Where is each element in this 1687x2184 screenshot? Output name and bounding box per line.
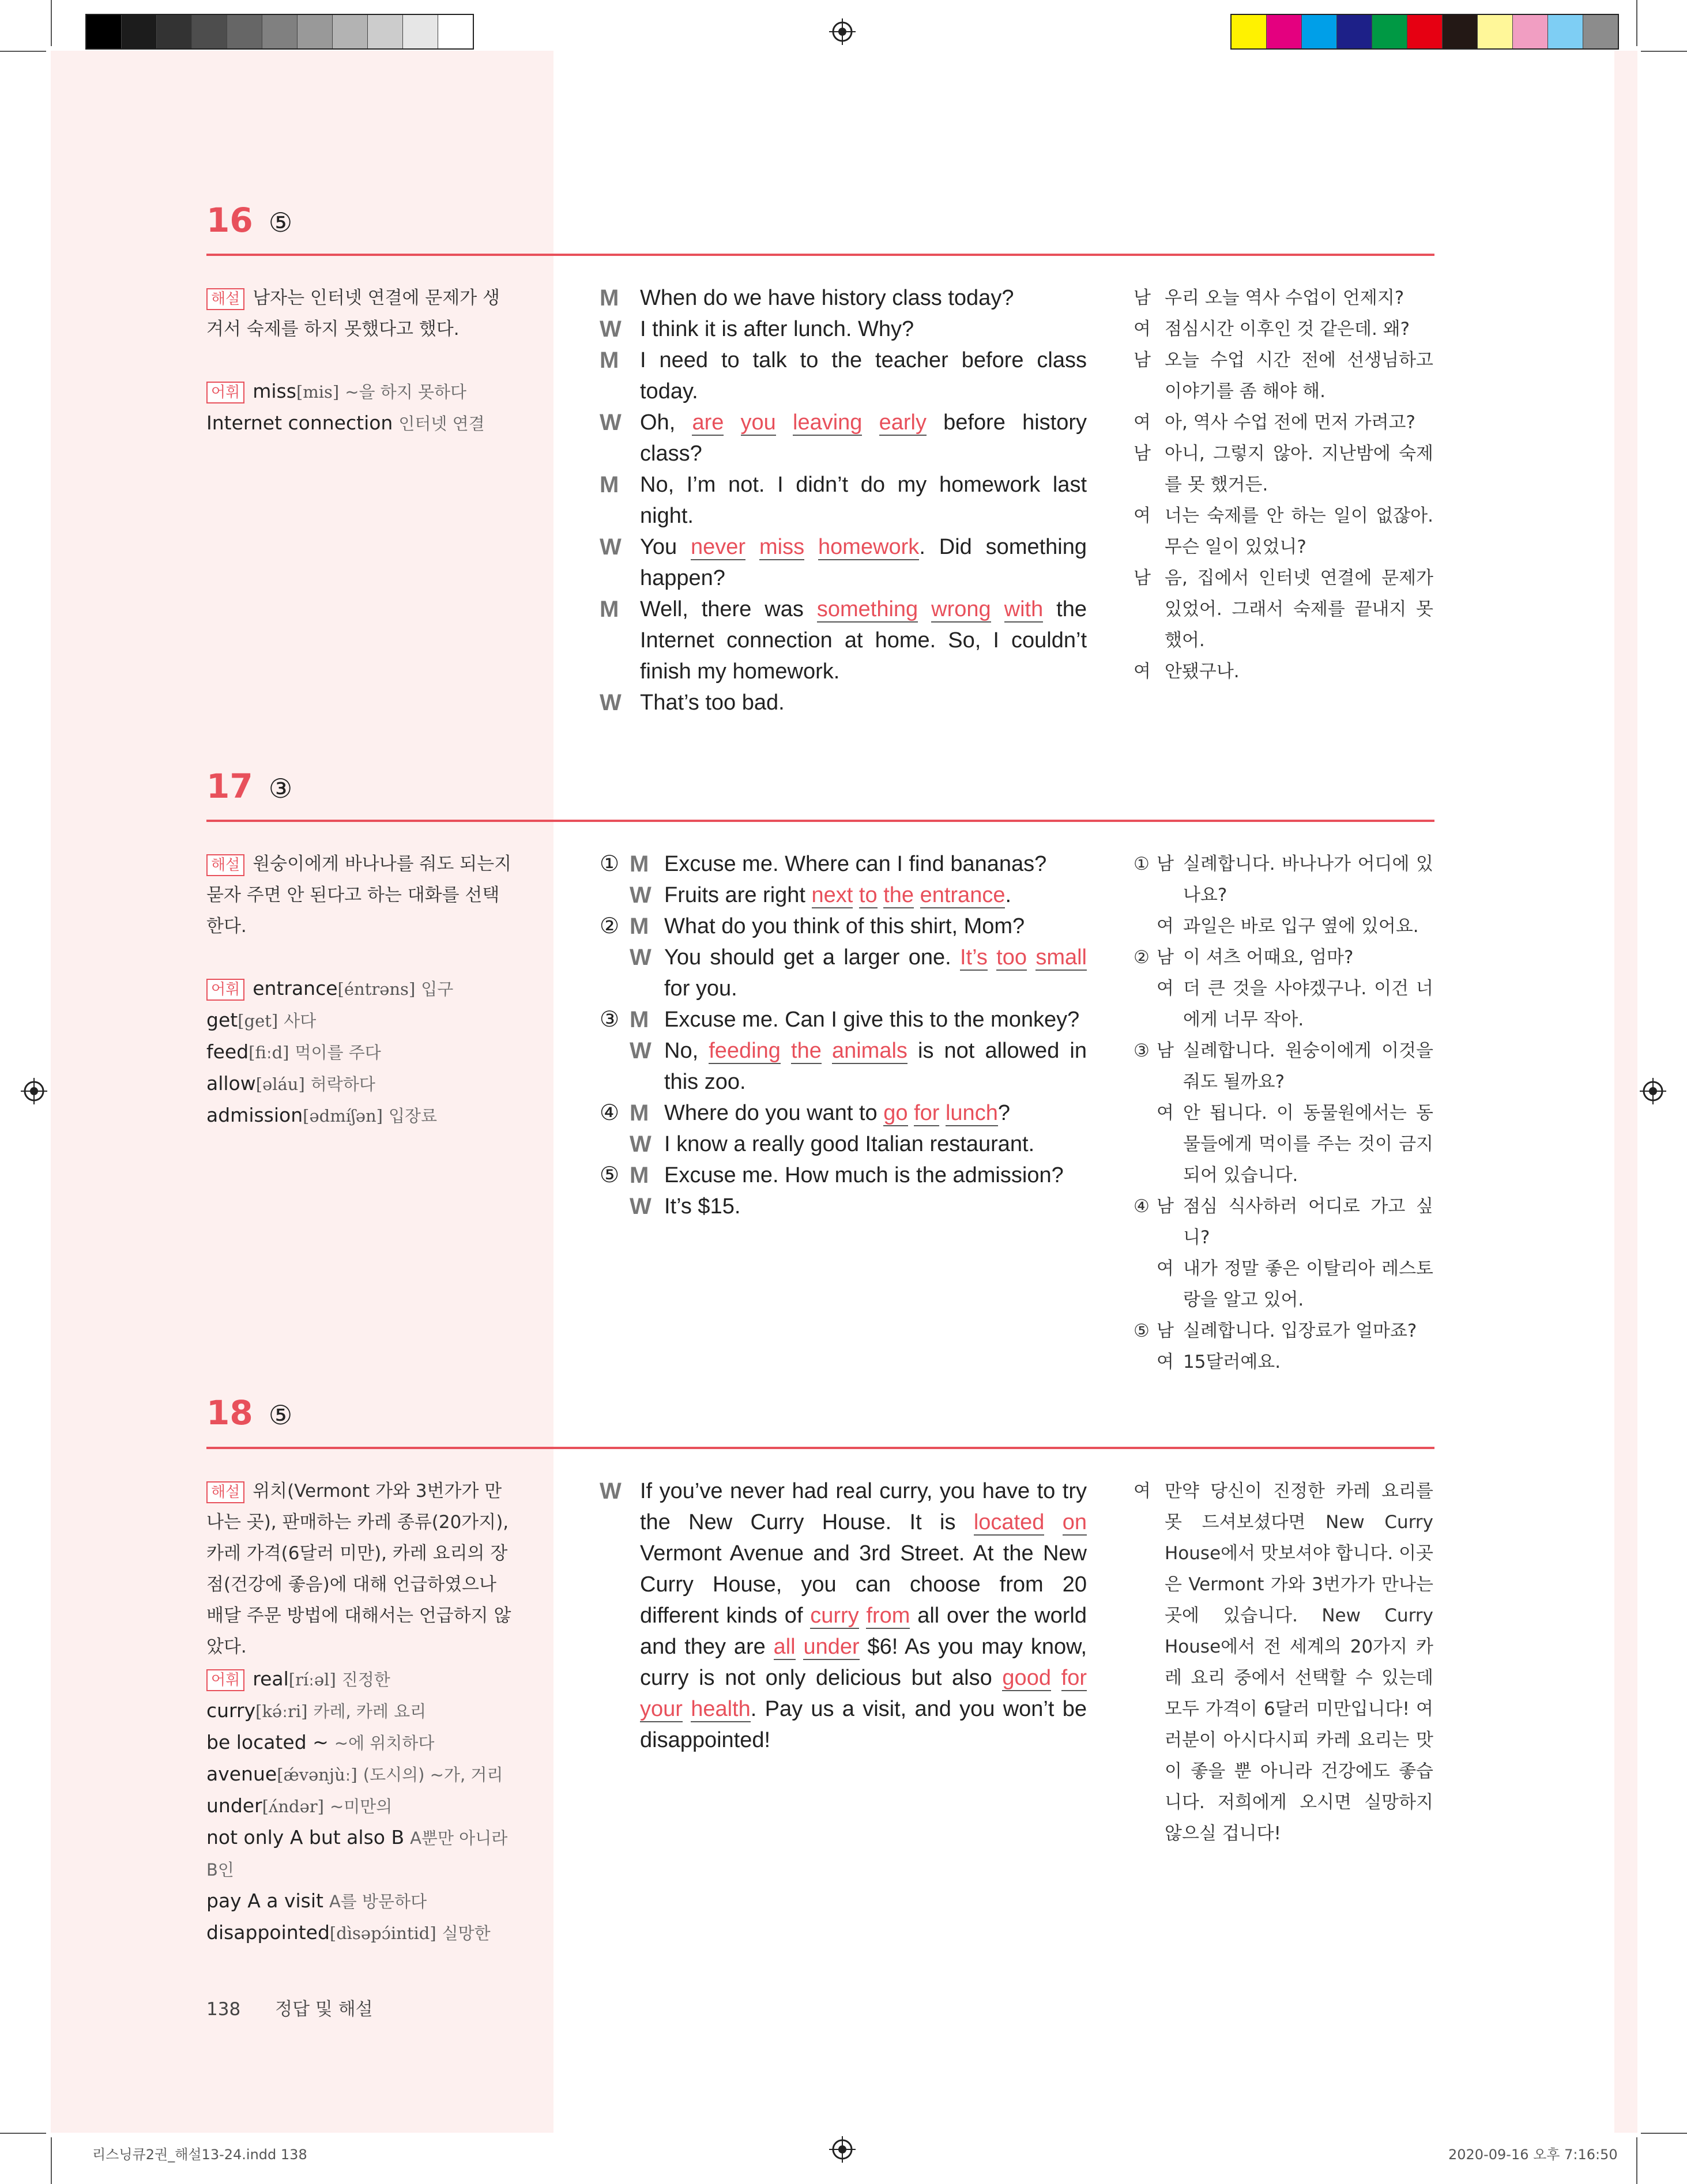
vocab-pronunciation: [mis] (296, 382, 340, 402)
translation-text: 안됐구나. (1165, 661, 1240, 682)
translation-line (1134, 345, 1433, 407)
gray-calibration-bar (85, 14, 474, 50)
speaker-tag: W (630, 945, 652, 970)
speaker-tag: W (600, 410, 622, 435)
translation-text: 15달러예요. (1183, 1352, 1281, 1372)
vocab-word: feed (206, 1040, 249, 1063)
speaker-tag: 여 (1134, 506, 1151, 526)
section-header (206, 201, 292, 240)
vocab-pronunciation: [ədmíʃən] (303, 1106, 383, 1126)
translation-text: 만약 당신이 진정한 카레 요리를 못 드셔보셨다면 New Curry House에서 맛보셔야 합니다. 이곳은 Vermont 가와 3번가가 만나는 곳에 있습니다. New Curry House에서 전 세계의 20가지 카레 요리 중에서 선택할 수 있는데 모두 가격이 6달러 미만입니다! 여러분이 아시다시피 카레 요리는 맛이 좋을 뿐 아니라 건강에도 좋습니다. 저희에게 오시면 실망하지 않으실 겁니다! (1165, 1481, 1433, 1844)
color-swatch (1513, 15, 1548, 48)
answer-blank: the (883, 883, 914, 907)
dialogue-script (600, 282, 1087, 718)
answer-blank: to (858, 883, 878, 907)
option-number: ⑤ (600, 1163, 620, 1187)
color-swatch (1583, 15, 1618, 48)
registration-mark-icon (21, 1078, 47, 1104)
vocab-word: be located ~ (206, 1731, 329, 1753)
explanation (206, 1476, 512, 1662)
translation-text: 실례합니다. 원숭이에게 이것을 줘도 될까요? (1183, 1040, 1433, 1092)
speaker-tag: 남 (1134, 288, 1151, 308)
vocab-word: miss (253, 380, 296, 402)
speaker-tag: 남 (1134, 443, 1151, 464)
answer-blank: for (914, 1101, 940, 1125)
translation (1134, 282, 1433, 687)
section-divider (206, 820, 1434, 822)
vocab-meaning: 먹이를 주다 (295, 1043, 381, 1062)
vocab-word: curry (206, 1699, 256, 1722)
section-number: 16 (206, 201, 253, 240)
answer-blank: you (740, 410, 776, 435)
vocab-item (206, 1727, 518, 1759)
translation-text: 아, 역사 수업 전에 먼저 가려고? (1165, 412, 1415, 433)
speaker-tag: M (600, 348, 619, 373)
option-number: ③ (1134, 1040, 1150, 1061)
dialogue-line: ⑤ M Excuse me. How much is the admission? (600, 1160, 1087, 1191)
translation-line (1134, 1253, 1433, 1315)
answer-blank: wrong (931, 597, 991, 621)
crop-mark (1641, 51, 1687, 52)
option-number: ① (1134, 854, 1150, 874)
speaker-tag: W (600, 534, 622, 560)
answer-blank: homework (818, 535, 920, 559)
speaker-tag: 남 (1134, 568, 1151, 589)
translation-text: 오늘 수업 시간 전에 선생님하고 이야기를 좀 해야 해. (1165, 350, 1433, 402)
color-swatch (368, 15, 403, 48)
translation-line (1134, 500, 1433, 563)
vocab-meaning: ~에 위치하다 (334, 1733, 435, 1753)
vocab-label: 어휘 (206, 1669, 244, 1691)
translation-text: 너는 숙제를 안 하는 일이 없잖아. 무슨 일이 있었니? (1165, 506, 1433, 557)
registration-mark-icon (829, 18, 856, 45)
vocab-item (206, 1664, 518, 1695)
answer-blank: animals (831, 1039, 907, 1063)
translation-text: 점심시간 이후인 것 같은데. 왜? (1165, 319, 1410, 340)
vocab-item (206, 1036, 518, 1068)
explanation-label: 해설 (206, 854, 244, 876)
speaker-tag: 여 (1157, 916, 1174, 937)
answer-blank: the (791, 1039, 822, 1063)
answer-blank: too (996, 945, 1027, 970)
answer-blank: feeding (709, 1039, 781, 1063)
speaker-tag: 남 (1157, 1321, 1174, 1341)
translation-text: 아니, 그렇지 않아. 지난밤에 숙제를 못 했거든. (1165, 443, 1433, 495)
vocab-meaning: 입장료 (389, 1106, 438, 1126)
answer-blank: your (640, 1697, 683, 1721)
speaker-tag: M (600, 285, 619, 311)
vocab-pronunciation: [ríːəl] (288, 1670, 336, 1689)
vocab-meaning: A를 방문하다 (329, 1892, 427, 1911)
translation-text: 실례합니다. 바나나가 어디에 있나요? (1183, 854, 1433, 906)
explanation-text: 원숭이에게 바나나를 줘도 되는지 묻자 주면 안 된다고 하는 대화를 선택한다. (206, 854, 512, 937)
vocab-word: disappointed (206, 1921, 330, 1944)
crop-mark (0, 51, 46, 52)
dialogue-script (600, 848, 1087, 1222)
translation-text: 이 셔츠 어때요, 엄마? (1183, 947, 1354, 968)
answer-blank: It’s (959, 945, 988, 970)
vocab-word: Internet connection (206, 412, 393, 434)
option-number: ① (600, 852, 620, 876)
section-divider (206, 254, 1434, 256)
color-swatch (1337, 15, 1372, 48)
page-number: 138 (206, 1999, 241, 2020)
speaker-tag: 여 (1157, 1103, 1174, 1123)
color-swatch (403, 15, 438, 48)
speaker-tag: 남 (1157, 1196, 1174, 1217)
answer-blank: located (973, 1510, 1045, 1534)
vocab-pronunciation: [get] (238, 1011, 278, 1031)
vocab-meaning: ~을 하지 못하다 (345, 382, 467, 402)
vocab-item (206, 1100, 518, 1131)
vocab-item (206, 1759, 518, 1790)
answer-blank: go (883, 1101, 908, 1125)
vocab-meaning: 실망한 (442, 1923, 491, 1943)
vocab-item (206, 408, 518, 439)
vocab-item (206, 1917, 518, 1949)
vocab-word: avenue (206, 1763, 277, 1785)
page-footer (206, 1994, 408, 2020)
section-answer: ⑤ (268, 207, 293, 238)
vocab-pronunciation: [fiːd] (248, 1043, 289, 1062)
translation-text: 우리 오늘 역사 수업이 언제지? (1165, 288, 1404, 308)
translation-text: 내가 정말 좋은 이탈리아 레스토랑을 알고 있어. (1183, 1258, 1433, 1310)
color-swatch (1267, 15, 1302, 48)
answer-blank: never (691, 535, 746, 559)
dialogue-line: W Fruits are right next to the entrance. (600, 880, 1087, 911)
section-header (206, 1393, 292, 1432)
vocab-meaning: A뿐만 아니라 B인 (206, 1828, 508, 1880)
answer-blank: next (811, 883, 853, 907)
speaker-tag: 남 (1157, 947, 1174, 968)
vocab-word: not only A but also B (206, 1826, 405, 1849)
vocab-item (206, 1068, 518, 1100)
translation-line (1134, 407, 1433, 438)
dialogue-line: ③ M Excuse me. Can I give this to the monkey? (600, 1004, 1087, 1035)
dialogue-line: W It’s $15. (600, 1191, 1087, 1222)
translation-line (1134, 563, 1433, 656)
color-swatch (333, 15, 368, 48)
speaker-tag: M (630, 1100, 649, 1126)
translation-line (1134, 282, 1433, 314)
answer-blank: leaving (793, 410, 863, 435)
vocab-pronunciation: [əláu] (255, 1074, 305, 1094)
translation-line (1134, 1476, 1433, 1849)
registration-mark-icon (1640, 1078, 1666, 1104)
color-swatch (1407, 15, 1443, 48)
color-swatch (438, 15, 473, 48)
answer-blank: are (692, 410, 724, 435)
timestamp-slug: 2020-09-16 오후 7:16:50 (1448, 2147, 1618, 2163)
dialogue-line: W That’s too bad. (600, 687, 1087, 718)
vocab-label: 어휘 (206, 979, 244, 1001)
vocab-pronunciation: [ʌ́ndər] (262, 1797, 324, 1816)
speaker-tag: 여 (1134, 661, 1151, 682)
option-number: ⑤ (1134, 1321, 1150, 1341)
option-number: ② (1134, 947, 1150, 968)
option-number: ④ (600, 1101, 620, 1125)
dialogue-line: W You never miss homework. Did something happen? (600, 531, 1087, 594)
translation-line (1134, 942, 1433, 973)
crop-mark (51, 2137, 52, 2184)
speaker-tag: M (630, 1007, 649, 1032)
answer-blank: curry (810, 1604, 859, 1628)
dialogue-line: ① M Excuse me. Where can I find bananas? (600, 848, 1087, 880)
section-answer: ⑤ (268, 1400, 293, 1431)
speaker-tag: 여 (1157, 1258, 1174, 1279)
speaker-tag: M (600, 472, 619, 497)
speaker-tag: M (600, 597, 619, 622)
translation-line (1134, 911, 1433, 942)
dialogue-line: M Well, there was something wrong with the Internet connection at home. So, I couldn’t finish my homework. (600, 594, 1087, 687)
color-swatch (1232, 15, 1267, 48)
file-slug: 리스닝큐2권_해설13-24.indd 138 (92, 2147, 307, 2163)
vocab-pronunciation: [kə́ːri] (255, 1702, 308, 1721)
color-swatch (1443, 15, 1478, 48)
translation (1134, 1476, 1433, 1849)
crop-mark (0, 2133, 46, 2134)
vocab-list (206, 376, 518, 439)
vocab-item (206, 1885, 518, 1917)
answer-blank: from (866, 1604, 910, 1628)
translation (1134, 848, 1433, 1378)
translation-line (1134, 1315, 1433, 1346)
explanation-text: 위치(Vermont 가와 3번가가 만나는 곳), 판매하는 카레 종류(20가지), 카레 가격(6달러 미만), 카레 요리의 장점(건강에 좋음)에 대해 언급하였으나 배달 주문 방법에 대해서는 언급하지 않았다. (206, 1481, 511, 1657)
color-swatch (122, 15, 157, 48)
translation-line (1134, 1346, 1433, 1378)
speaker-tag: W (600, 316, 622, 342)
answer-blank: with (1004, 597, 1044, 621)
dialogue-line: M I need to talk to the teacher before class today. (600, 345, 1087, 407)
color-swatch (1302, 15, 1337, 48)
answer-blank: good (1002, 1666, 1051, 1690)
speaker-tag: W (630, 1194, 652, 1219)
option-number: ③ (600, 1008, 620, 1032)
answer-blank: entrance (920, 883, 1006, 907)
speaker-tag: 여 (1134, 1481, 1151, 1502)
color-swatch (262, 15, 298, 48)
explanation-text: 남자는 인터넷 연결에 문제가 생겨서 숙제를 하지 못했다고 했다. (206, 288, 500, 340)
vocab-word: under (206, 1794, 262, 1817)
answer-blank: miss (759, 535, 805, 559)
speaker-tag: W (600, 690, 622, 715)
vocab-word: get (206, 1009, 238, 1031)
color-swatch (1372, 15, 1407, 48)
color-swatch (1478, 15, 1513, 48)
explanation (206, 282, 512, 345)
answer-blank: all (773, 1635, 796, 1659)
translation-line (1134, 656, 1433, 687)
vocab-meaning: 허락하다 (310, 1074, 375, 1094)
translation-line (1134, 1191, 1433, 1253)
translation-text: 음, 집에서 인터넷 연결에 문제가 있었어. 그래서 숙제를 끝내지 못했어. (1165, 568, 1433, 651)
answer-blank: for (1061, 1666, 1087, 1690)
vocab-meaning: 인터넷 연결 (398, 414, 485, 433)
vocab-item (206, 1822, 518, 1885)
vocab-word: real (253, 1668, 289, 1690)
speaker-tag: 여 (1157, 1352, 1174, 1372)
crop-mark (1641, 2133, 1687, 2134)
vocab-label: 어휘 (206, 382, 244, 403)
right-edge-panel (1614, 51, 1637, 2133)
section-number: 18 (206, 1393, 253, 1432)
answer-blank: on (1062, 1510, 1087, 1534)
vocab-item (206, 973, 518, 1005)
option-number: ④ (1134, 1196, 1150, 1217)
vocab-item (206, 1695, 518, 1727)
color-swatch (298, 15, 333, 48)
dialogue-line: W You should get a larger one. It’s too small for you. (600, 942, 1087, 1004)
answer-blank: under (803, 1635, 860, 1659)
translation-text: 실례합니다. 입장료가 얼마죠? (1183, 1321, 1417, 1341)
color-swatch (192, 15, 227, 48)
vocab-pronunciation: [dìsəpɔ́intid] (329, 1923, 436, 1943)
translation-text: 점심 식사하러 어디로 가고 싶니? (1183, 1196, 1433, 1248)
dialogue-line: W I think it is after lunch. Why? (600, 314, 1087, 345)
crop-mark (51, 0, 52, 46)
dialogue-line: W If you’ve never had real curry, you have to try the New Curry House. It is located on Vermont Avenue and 3rd Street. At the New Curry House, you can choose from 20 different kinds of curry from all over the world and they are all under $6! As you may know, curry is not only delicious but also good for your health. Pay us a visit, and you won’t be disappointed! (600, 1476, 1087, 1756)
registration-mark-icon (829, 2136, 856, 2163)
section-number: 17 (206, 767, 253, 806)
vocab-pronunciation: [éntrəns] (337, 979, 416, 999)
dialogue-line: W I know a really good Italian restaurant. (600, 1129, 1087, 1160)
speaker-tag: W (630, 882, 652, 908)
dialogue-line: ② M What do you think of this shirt, Mom? (600, 911, 1087, 942)
section-header (206, 767, 292, 806)
speaker-tag: 남 (1157, 1040, 1174, 1061)
speaker-tag: M (630, 914, 649, 939)
answer-blank: lunch (945, 1101, 998, 1125)
explanation (206, 848, 512, 942)
speaker-tag: W (600, 1478, 622, 1504)
vocab-word: allow (206, 1072, 256, 1095)
crop-mark (1636, 0, 1637, 46)
translation-text: 안 됩니다. 이 동물원에서는 동물들에게 먹이를 주는 것이 금지되어 있습니다. (1183, 1103, 1433, 1186)
answer-blank: early (879, 410, 927, 435)
vocab-list (206, 973, 518, 1131)
translation-line (1134, 848, 1433, 911)
color-swatch (227, 15, 262, 48)
answer-blank: something (816, 597, 918, 621)
speaker-tag: M (630, 851, 649, 877)
speaker-tag: W (630, 1131, 652, 1157)
speaker-tag: M (630, 1163, 649, 1188)
speaker-tag: 여 (1157, 978, 1174, 999)
speaker-tag: W (630, 1038, 652, 1063)
vocab-meaning: 카레, 카레 요리 (313, 1702, 427, 1721)
color-swatch (1548, 15, 1583, 48)
dialogue-script (600, 1476, 1087, 1756)
vocab-item (206, 376, 518, 408)
dialogue-line: ④ M Where do you want to go for lunch? (600, 1097, 1087, 1129)
vocab-meaning: 사다 (284, 1011, 317, 1031)
vocab-word: pay A a visit (206, 1889, 323, 1912)
footer-title: 정답 및 해설 (275, 1999, 373, 2020)
translation-line (1134, 438, 1433, 500)
vocab-item (206, 1005, 518, 1036)
section-divider (206, 1447, 1434, 1449)
translation-text: 과일은 바로 입구 옆에 있어요. (1183, 916, 1419, 937)
speaker-tag: 여 (1134, 412, 1151, 433)
speaker-tag: 여 (1134, 319, 1151, 340)
vocab-item (206, 1790, 518, 1822)
crop-mark (1636, 2137, 1637, 2184)
vocab-list (206, 1664, 518, 1949)
dialogue-line: M No, I’m not. I didn’t do my homework last night. (600, 469, 1087, 531)
dialogue-line: W Oh, are you leaving early before history class? (600, 407, 1087, 469)
translation-line (1134, 1035, 1433, 1097)
section-answer: ③ (268, 773, 293, 804)
vocab-meaning: ~미만의 (329, 1797, 393, 1816)
translation-line (1134, 1097, 1433, 1191)
translation-line (1134, 973, 1433, 1035)
answer-blank: health (691, 1697, 751, 1721)
vocab-word: admission (206, 1104, 303, 1126)
explanation-label: 해설 (206, 288, 244, 310)
explanation-label: 해설 (206, 1481, 244, 1503)
color-swatch (157, 15, 192, 48)
translation-text: 더 큰 것을 사야겠구나. 이건 너에게 너무 작아. (1183, 978, 1433, 1030)
color-swatch (86, 15, 122, 48)
speaker-tag: 남 (1134, 350, 1151, 371)
vocab-meaning: (도시의) ~가, 거리 (363, 1765, 503, 1785)
vocab-word: entrance (253, 977, 338, 999)
vocab-pronunciation: [ǽvənjùː] (277, 1765, 357, 1785)
answer-blank: small (1035, 945, 1087, 970)
option-number: ② (600, 914, 620, 938)
vocab-meaning: 진정한 (341, 1670, 390, 1689)
translation-line (1134, 314, 1433, 345)
dialogue-line: W No, feeding the animals is not allowed in this zoo. (600, 1035, 1087, 1097)
color-calibration-bar (1230, 14, 1619, 50)
dialogue-line: M When do we have history class today? (600, 282, 1087, 314)
vocab-meaning: 입구 (421, 979, 454, 999)
speaker-tag: 남 (1157, 854, 1174, 874)
